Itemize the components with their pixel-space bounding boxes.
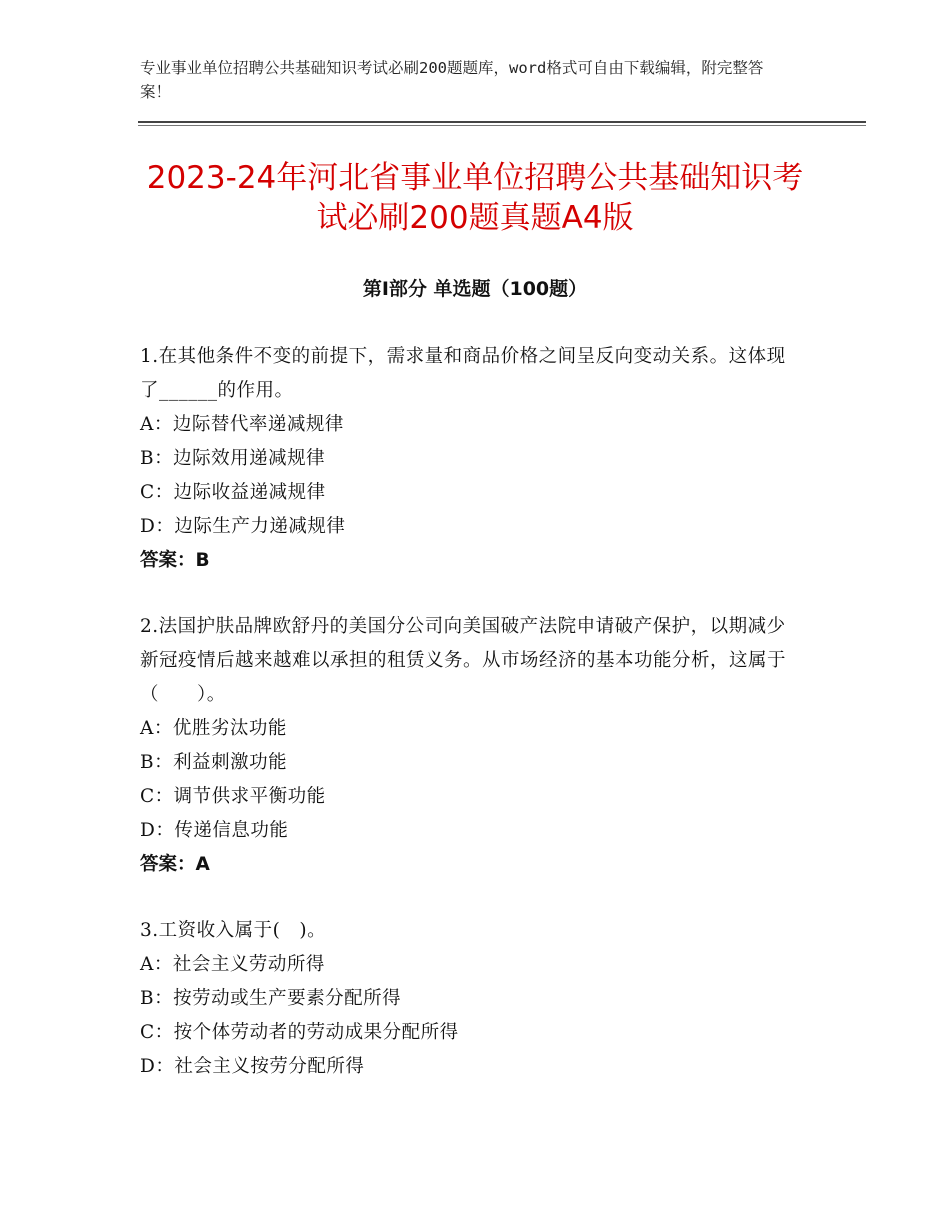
section-heading: 第Ⅰ部分 单选题（100题） [362, 278, 588, 300]
page-header-note: 专业事业单位招聘公共基础知识考试必刷200题题库，word格式可自由下载编辑，附完整答案！ [140, 59, 764, 101]
question-stem: 2.法国护肤品牌欧舒丹的美国分公司向美国破产法院申请破产保护，以期减少新冠疫情后越来越难以承担的租赁义务。从市场经济的基本功能分析，这属于（ ）。 [140, 616, 787, 705]
option-d: D：社会主义按劳分配所得 [140, 1056, 365, 1077]
option-d: D：传递信息功能 [140, 820, 289, 841]
option-c: C：按个体劳动者的劳动成果分配所得 [140, 1022, 459, 1043]
document-title: 2023-24年河北省事业单位招聘公共基础知识考试必刷200题真题A4版 [146, 160, 804, 236]
header-divider-thin [138, 125, 866, 126]
option-a: A：社会主义劳动所得 [140, 954, 325, 975]
option-b: B：利益刺激功能 [140, 752, 288, 773]
option-c: C：调节供求平衡功能 [140, 786, 326, 807]
option-a: A：边际替代率递减规律 [140, 414, 344, 435]
question-list [140, 340, 800, 1116]
question-2 [140, 610, 800, 882]
option-b: B：按劳动或生产要素分配所得 [140, 988, 402, 1009]
option-b: B：边际效用递减规律 [140, 448, 326, 469]
header-divider-thick [138, 121, 866, 123]
option-d: D：边际生产力递减规律 [140, 516, 346, 537]
question-stem: 3.工资收入属于( )。 [140, 920, 327, 941]
option-a: A：优胜劣汰功能 [140, 718, 287, 739]
question-stem: 1.在其他条件不变的前提下，需求量和商品价格之间呈反向变动关系。这体现了______的作用。 [140, 346, 786, 401]
option-c: C：边际收益递减规律 [140, 482, 326, 503]
question-3 [140, 914, 800, 1084]
answer-line: 答案：A [140, 854, 210, 875]
question-1 [140, 340, 800, 578]
answer-line: 答案：B [140, 550, 210, 571]
